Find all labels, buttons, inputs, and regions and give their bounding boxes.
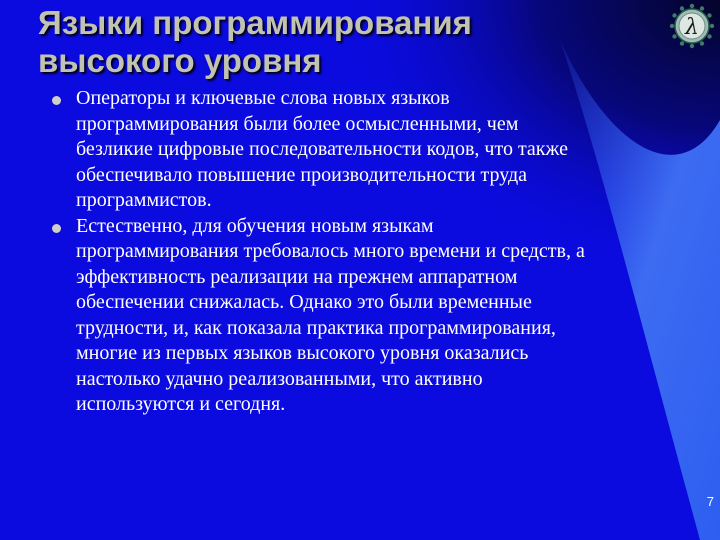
bullet-text-line: программистов. — [76, 189, 212, 211]
logo-symbol: λ — [685, 15, 699, 40]
slide-title-line: высокого уровня — [38, 42, 322, 79]
bullet-item — [48, 214, 698, 418]
bullet-text-line: обеспечении снижалась. Однако это были временные — [76, 291, 532, 313]
bullet-text-line: настолько удачно реализованными, что активно — [76, 367, 483, 390]
bullet-text-line: Операторы и ключевые слова новых языков — [76, 87, 450, 109]
page-number: 7 — [706, 494, 714, 509]
bullet-list — [48, 86, 698, 418]
bullet-text-line: обеспечивало повышение производительности труда — [76, 163, 528, 186]
lambda-logo-icon — [668, 3, 716, 49]
bullet-text-line: используются и сегодня. — [76, 393, 286, 415]
slide-title — [38, 4, 638, 80]
bullet-text-line: трудности, и, как показала практика программирования, — [76, 316, 556, 339]
bullet-dot-icon — [52, 96, 61, 105]
bullet-text-line: программирования требовалось много времени и средств, а — [76, 240, 585, 262]
bullet-text-line: безликие цифровые последовательности кодов, что также — [76, 138, 568, 160]
bullet-text-line: эффективность реализации на прежнем аппаратном — [76, 265, 518, 288]
slide-title-line: Языки программирования — [38, 4, 472, 41]
bullet-text-line: программирования были более осмысленными, чем — [76, 112, 519, 135]
bullet-text-line: многие из первых языков высокого уровня оказались — [76, 342, 529, 364]
bullet-item — [48, 86, 698, 214]
bullet-dot-icon — [52, 224, 61, 233]
bullet-text-line: Естественно, для обучения новым языкам — [76, 214, 434, 237]
